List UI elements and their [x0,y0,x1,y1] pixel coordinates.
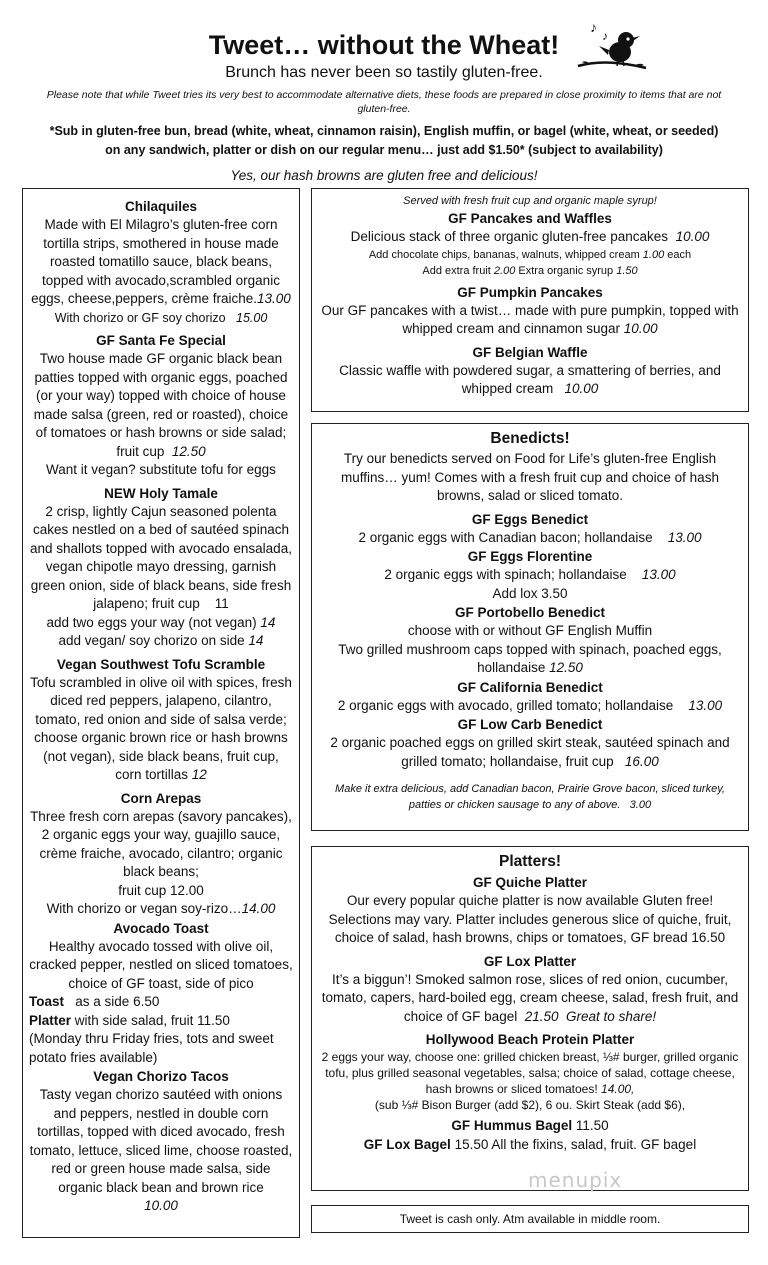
extra-note: Make it extra delicious, add Canadian bacon, Prairie Grove bacon, sliced turkey, patties or chicken sausage to any of above. 3.00 [335,783,725,811]
item-desc: 2 organic eggs with spinach; hollandaise 13.00 [384,567,676,582]
item-addon: With chorizo or GF soy chorizo 15.00 [54,310,268,325]
item-desc: Two grilled mushroom caps topped with spinach, poached eggs, hollandaise 12.50 [338,641,722,675]
item-desc: Our GF pancakes with a twist… made with pure pumpkin, topped with whipped cream and cinnamon sugar 10.00 [321,302,739,336]
item-addon: With chorizo or vegan soy-rizo…14.00 [46,901,276,916]
item-desc: Delicious stack of three organic gluten-free pancakes 10.00 [350,229,710,244]
item-addon: Add chocolate chips, bananas, walnuts, whipped cream 1.00 each [368,248,692,261]
item-name: GF Quiche Platter [472,875,588,890]
substitution-note [20,122,748,160]
item-desc: Tofu scrambled in olive oil with spices, fresh diced red peppers, jalapeno, cilantro, tomato, red onion and side of salsa verde; choose organic brown rice or hash browns (not vegan), side black beans, fruit cup, corn tortillas 12 [30,674,292,782]
item-name: Avocado Toast [113,920,209,936]
item-name: Vegan Southwest Tofu Scramble [56,656,266,672]
item-desc: Three fresh corn arepas (savory pancakes), 2 organic eggs your way, guajillo sauce, crème fraiche, avocado, cilantro; organic black beans; [30,808,292,879]
item-name: Corn Arepas [120,790,202,806]
item-name: GF Belgian Waffle [472,344,588,360]
section-intro: Try our benedicts served on Food for Life’s gluten-free English muffins… yum! Comes with a fresh fruit cup and choice of hash browns, salad or sliced tomato. [341,451,719,503]
item-desc: Two house made GF organic black bean patties topped with organic eggs, poached (or your way) topped with choice of house made salsa (green, red or roasted), choice of tomatoes or hash browns or side salad; fruit cup 12.50 [33,351,289,459]
item-name: GF Pancakes and Waffles [448,211,612,226]
page-subtitle: Brunch has never been so tastily gluten-free. [225,64,543,81]
item-price: fruit cup 12.00 [118,882,204,898]
substitution-line-2: on any sandwich, platter or dish on our regular menu… just add $1.50* (subject to availability) [105,143,663,157]
platters-box [311,846,749,1191]
item-desc: 2 crisp, lightly Cajun seasoned polenta cakes nestled on a bed of sautéed spinach and shallots topped with avocado ensalada, vegan chipotle mayo dressing, garnish green onion, side of black beans, side fresh jalapeno; fruit cup 11 [30,503,292,611]
item-desc: 2 eggs your way, choose one: grilled chicken breast, ⅓# burger, grilled organic tofu, plus grilled seasonal vegetables, salsa; choice of salad, cottage cheese, hash browns or sliced tomatoes! 14.00, [321,1050,739,1096]
item-name: NEW Holy Tamale [104,485,218,501]
benedicts-box [311,423,749,831]
item-name: GF Low Carb Benedict [457,717,603,732]
item-name: GF Portobello Benedict [454,605,605,620]
item-name: Hollywood Beach Protein Platter [425,1032,635,1047]
item-desc: Made with El Milagro’s gluten-free corn tortilla strips, smothered in house made roasted tomatillo sauce, black beans, topped with avocado,scrambled organic eggs, cheese,peppers, crème fraiche.13.00 [31,217,291,306]
item-name: GF Eggs Florentine [467,549,593,564]
item-name: Vegan Chorizo Tacos [93,1069,229,1084]
item-addon: (sub ⅓# Bison Burger (add $2), 6 ou. Skirt Steak (add $6), [374,1098,686,1112]
item-line: GF Lox Bagel 15.50 All the fixins, salad, fruit. GF bagel [363,1136,697,1152]
item-desc: Healthy avocado tossed with olive oil, cracked pepper, nestled on sliced tomatoes, choice of GF toast, side of pico [29,938,293,991]
item-desc: Our every popular quiche platter is now available Gluten free! Selections may vary. Platter includes generous slice of quiche, fruit, choice of salad, hash browns, chips or tomatoes, GF bread 16.50 [328,893,732,945]
item-price: 10.00 [144,1198,178,1213]
item-addon: Add extra fruit 2.00 Extra organic syrup 1.50 [422,264,638,277]
item-name: GF Lox Platter [483,953,577,969]
item-note: Want it vegan? substitute tofu for eggs [46,462,276,477]
item-name: GF Eggs Benedict [471,511,589,527]
item-addon: add two eggs your way (not vegan) 14 [46,614,276,630]
item-note: (Monday thru Friday fries, tots and sweet potato fries available) [29,1031,274,1065]
substitution-line-1: *Sub in gluten-free bun, bread (white, wheat, cinnamon raisin), English muffin, or bagel (white, wheat, or seeded) [49,124,719,138]
cash-note-box [311,1205,749,1233]
item-name: GF Santa Fe Special [96,333,226,348]
item-desc: Classic waffle with powdered sugar, a smattering of berries, and whipped cream 10.00 [339,362,721,396]
item-name: GF Pumpkin Pancakes [457,284,603,300]
item-line: GF Hummus Bagel 11.50 [451,1118,609,1133]
served-note: Served with fresh fruit cup and organic maple syrup! [403,195,657,207]
item-addon: add vegan/ soy chorizo on side 14 [58,633,264,648]
item-desc: 2 organic poached eggs on grilled skirt steak, sautéed spinach and grilled tomato; hollandaise, fruit cup 16.00 [330,735,730,769]
item-addon: Add lox 3.50 [492,585,568,601]
item-name: GF California Benedict [457,679,603,695]
item-option: Platter with side salad, fruit 11.50 [29,1012,230,1028]
item-option: choose with or without GF English Muffin [407,623,653,638]
allergy-notice: Please note that while Tweet tries its very best to accommodate alternative diets, these foods are prepared in close proximity to items that are not gluten-free. [46,89,722,115]
hash-browns-note: Yes, our hash browns are gluten free and delicious! [230,168,538,183]
pancakes-box [311,188,749,412]
cash-note: Tweet is cash only. Atm available in middle room. [399,1212,661,1226]
item-desc: Tasty vegan chorizo sautéed with onions and peppers, nestled in double corn tortillas, topped with diced avocado, fresh tomato, lettuce, sliced lime, choose roasted, red or green house made salsa, side organic black bean and brown rice [29,1087,293,1195]
svg-text:♪: ♪ [590,19,597,35]
left-menu-box [22,188,300,1238]
section-title: Platters! [498,853,562,870]
item-name: Chilaquiles [124,199,197,214]
item-desc: It’s a biggun’! Smoked salmon rose, slices of red onion, cucumber, tomato, capers, hard-boiled egg, cream cheese, salad, fresh fruit, and choice of GF bagel 21.50 Great to share! [321,971,739,1024]
page-title: Tweet… without the Wheat! [208,30,560,60]
item-desc: 2 organic eggs with Canadian bacon; hollandaise 13.00 [358,529,702,545]
item-option: Toast as a side 6.50 [29,994,160,1009]
section-title: Benedicts! [490,430,570,447]
item-desc: 2 organic eggs with avocado, grilled tomato; hollandaise 13.00 [337,697,723,713]
svg-text:♪: ♪ [602,29,608,43]
watermark: menupix [528,1168,623,1192]
